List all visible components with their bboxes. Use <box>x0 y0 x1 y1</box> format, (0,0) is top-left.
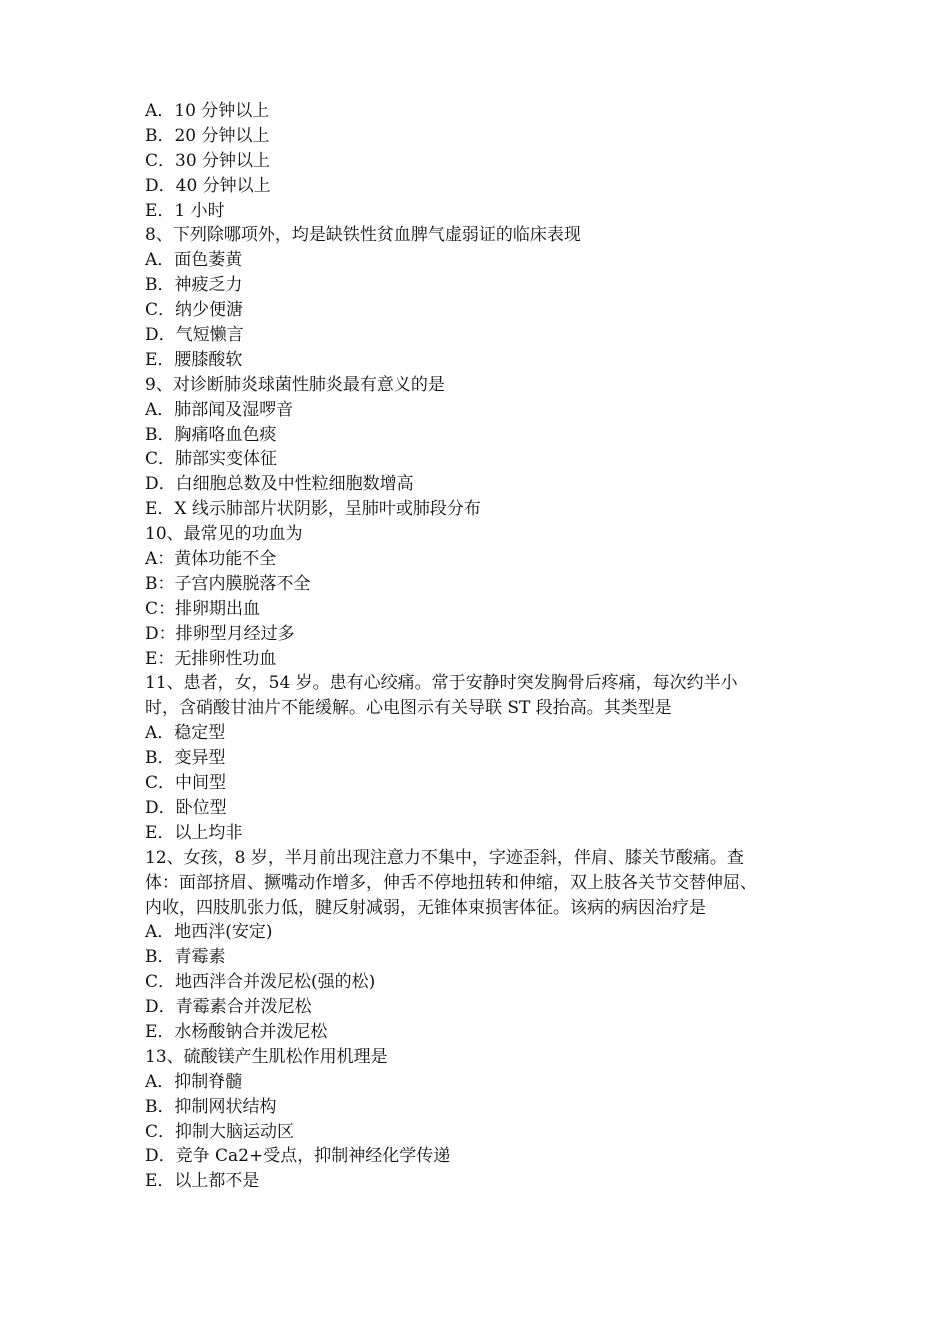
option-e: E．水杨酸钠合并泼尼松 <box>145 1021 328 1042</box>
option-b: B．抑制网状结构 <box>145 1096 277 1117</box>
question-10-stem: 10、最常见的功血为 <box>145 524 303 545</box>
option-c: C．30 分钟以上 <box>145 150 271 171</box>
question-12-stem-line-2: 体：面部挤眉、撅嘴动作增多，伸舌不停地扭转和伸缩，双上肢各关节交替伸屈、 <box>145 872 757 893</box>
option-d: D．气短懒言 <box>145 325 244 346</box>
option-a: A．10 分钟以上 <box>145 101 270 121</box>
option-c: C．肺部实变体征 <box>145 449 278 470</box>
question-11-stem-line-2: 时，含硝酸甘油片不能缓解。心电图示有关导联 ST 段抬高。其类型是 <box>145 698 672 719</box>
option-c: C．中间型 <box>145 773 227 794</box>
option-b: B．神疲乏力 <box>145 275 243 296</box>
option-a: A．稳定型 <box>145 723 226 744</box>
option-d: D．白细胞总数及中性粒细胞数增高 <box>145 474 414 495</box>
option-b: B．胸痛咯血色痰 <box>145 424 277 445</box>
document-body <box>145 99 815 1194</box>
option-b: B．变异型 <box>145 748 226 769</box>
option-b: B．20 分钟以上 <box>145 125 270 146</box>
option-c: C．地西泮合并泼尼松(强的松) <box>145 972 376 993</box>
option-a: A．肺部闻及湿啰音 <box>145 399 294 420</box>
option-d: D．竞争 Ca2+受点，抑制神经化学传递 <box>145 1146 451 1167</box>
option-a: A．抑制脊髓 <box>145 1071 243 1092</box>
question-12-stem-line-3: 内收，四肢肌张力低，腱反射减弱，无锥体束损害体征。该病的病因治疗是 <box>145 897 706 918</box>
option-e: E：无排卵性功血 <box>145 648 277 669</box>
option-d: D．卧位型 <box>145 797 227 818</box>
option-e: E．X 线示肺部片状阴影，呈肺叶或肺段分布 <box>145 499 481 520</box>
option-b: B．青霉素 <box>145 947 226 968</box>
option-a: A：黄体功能不全 <box>145 549 277 570</box>
question-8-stem: 8、下列除哪项外，均是缺铁性贫血脾气虚弱证的临床表现 <box>145 225 581 246</box>
question-11-stem-line-1: 11、患者，女，54 岁。患有心绞痛。常于安静时突发胸骨后疼痛，每次约半小 <box>145 673 738 694</box>
question-12-stem-line-1: 12、女孩，8 岁，半月前出现注意力不集中，字迹歪斜，伴肩、膝关节酸痛。查 <box>145 847 744 868</box>
option-a: A．面色萎黄 <box>145 250 243 271</box>
question-9-stem: 9、对诊断肺炎球菌性肺炎最有意义的是 <box>145 374 445 395</box>
option-a: A．地西泮(安定) <box>145 922 273 943</box>
option-b: B：子宫内膜脱落不全 <box>145 573 311 594</box>
option-e: E．以上都不是 <box>145 1171 260 1192</box>
option-d: D．40 分钟以上 <box>145 175 271 196</box>
option-c: C．纳少便溏 <box>145 300 244 321</box>
option-c: C：排卵期出血 <box>145 598 261 619</box>
option-e: E．1 小时 <box>145 200 225 221</box>
question-13-stem: 13、硫酸镁产生肌松作用机理是 <box>145 1046 388 1067</box>
option-d: D．青霉素合并泼尼松 <box>145 997 312 1018</box>
option-e: E．以上均非 <box>145 822 243 843</box>
option-e: E．腰膝酸软 <box>145 349 243 370</box>
option-d: D：排卵型月经过多 <box>145 623 295 644</box>
option-c: C．抑制大脑运动区 <box>145 1121 295 1142</box>
